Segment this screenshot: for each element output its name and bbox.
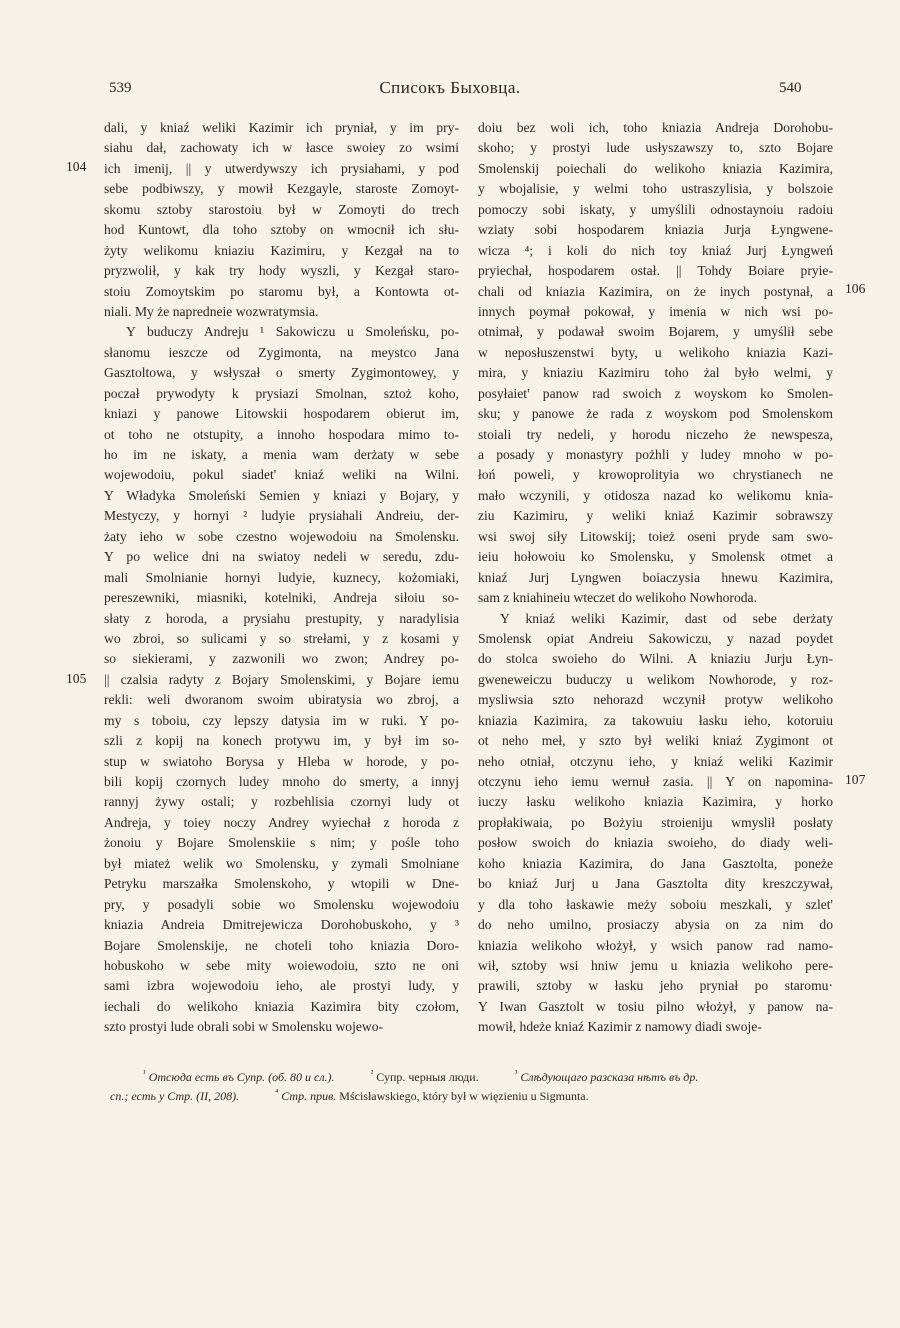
text-line: doiu bez woli ich, toho kniazia Andreja Dorohobu- bbox=[478, 120, 833, 135]
text-line: słaty z horoda, a prysiahu prestupity, y naradylisia bbox=[104, 610, 459, 626]
footnote-4-source: Стр. прив. bbox=[281, 1089, 337, 1103]
text-line: otnimał, y podawał swoim Bojarem, y umyślił sebe bbox=[478, 324, 833, 340]
text-line: sam z kniahineiu wteczet do welikoho Nowhoroda. bbox=[478, 590, 757, 606]
text-line: Bojare Smolenskije, ne choteli toho kniazia Doro- bbox=[104, 937, 459, 953]
text-line: słanomu ieszcze od Zygimonta, na meystco Jana bbox=[104, 344, 459, 360]
text-line: Andreja, y toiey noczy Andrey wyiechał z horoda z bbox=[104, 814, 459, 830]
text-line: hod Kuntowt, dla toho sztoby on wmocnił ich słu- bbox=[104, 222, 459, 238]
text-line: pereszewniki, miasniki, kotelniki, Andreja siłoiu so- bbox=[104, 590, 459, 606]
text-line: łoń poweli, y krowoprolityia wo chrystianech ne bbox=[478, 467, 833, 483]
text-line: innych poymał pokował, y imenia w nich wsi po- bbox=[478, 303, 833, 319]
text-line: my s toboiu, czy lepszy datysia im w ruki. Y po- bbox=[104, 712, 459, 728]
text-line: żaty ieho w sobe czestno wojewodoiu na Smolensku. bbox=[104, 528, 459, 544]
text-line: w neposłuszenstwi byty, u welikoho kniazia Kazi- bbox=[478, 344, 833, 360]
text-line: chali od kniazia Kazimira, on że inych postynał, a bbox=[478, 283, 833, 299]
footnote-2: Супр. черныя люди. bbox=[376, 1070, 479, 1084]
text-line: iuczy łasku welikoho kniazia Kazimira, y horko bbox=[478, 794, 833, 810]
text-line: pryiechał, hospodarem ostał. || Tohdy Boiare pryie- bbox=[478, 263, 833, 279]
page-number-left: 539 bbox=[109, 80, 132, 96]
text-line: dali, y kniaź weliki Kazimir ich pryniał, y im pry- bbox=[104, 120, 459, 135]
text-line: niali. My że napredneie wozwratymsia. bbox=[104, 303, 319, 319]
text-line: y wbojalisie, y welmi toho ustraszylisia, y bolszoie bbox=[478, 181, 833, 197]
text-line: propłakiwaia, po Bożyiu stroieniju wmyslił posłaty bbox=[478, 814, 833, 830]
text-line: Gasztoltowa, y wsłyszał o smerty Zygimontowey, y bbox=[104, 365, 459, 381]
text-line: otczynu ieho iemu wernuł zasia. || Y on napomina- bbox=[478, 774, 833, 789]
page-number-right: 540 bbox=[779, 80, 802, 96]
text-line: neho otniał, otczynu ieho, y kniaź weliki Kazimir bbox=[478, 753, 833, 769]
text-line: ot toho ne otstupity, a innoho hospodara mimo to- bbox=[104, 426, 459, 442]
text-line: hobuskoho w sebe mity woiewodoiu, szto ne oni bbox=[104, 957, 459, 973]
text-line: wziaty sobi hospodarem kniazia Jurja Łyngwene- bbox=[478, 222, 833, 238]
footnote-3: Слѣдующаго разсказа нѣтъ въ др. bbox=[520, 1070, 699, 1084]
text-line: sku; y panowe że rada z woyskom pod Smolenskom bbox=[478, 406, 833, 422]
text-line: Y buduczy Andreju ¹ Sakowiczu u Smoleńsku, po- bbox=[126, 324, 459, 340]
text-line: mysliwsia szto nehorazd wczynił protyw welikoho bbox=[478, 692, 833, 708]
text-line: bo kniaź Jurj u Jana Gasztolta dity kreszczywał, bbox=[478, 876, 833, 892]
footnote-line-1 bbox=[110, 1068, 830, 1087]
text-line: kniaź Jurj Lyngwen boiaczysia hnewu Kazimira, bbox=[478, 569, 833, 585]
text-line: stoiu Zomoytskim po staromu był, a Kontowta ot- bbox=[104, 283, 459, 299]
text-line: do stolca swoieho do Wilni. A kniaziu Jurju Łyn- bbox=[478, 651, 833, 667]
text-line: gweneweiczu buduczy u welikom Nowhorode, y roz- bbox=[478, 671, 833, 687]
margin-number-105: 105 bbox=[66, 671, 87, 686]
text-line: skomu sztoby starostoiu był w Zomoyti do trech bbox=[104, 201, 459, 217]
text-line: stup w swiatoho Borysa y Hleba w horode, y po- bbox=[104, 753, 459, 769]
page-header bbox=[0, 80, 900, 104]
text-line: poczał prywodyty k prysiazi Smolnan, sztoż koho, bbox=[104, 385, 459, 401]
text-line: kniazia Andreia Dmitrejewicza Dorohobuskoho, y ³ bbox=[104, 917, 459, 933]
footnote-3-continued: сп.; есть у Стр. (II, 208). bbox=[110, 1089, 240, 1103]
text-line: Y Iwan Gasztolt w tosiu pilno włożył, y panow na- bbox=[478, 998, 833, 1014]
text-line: skoho; y prostyi lude usłyszawszy to, szto Bojare bbox=[478, 140, 833, 156]
text-line: so siekierami, y zazwonili wo zwon; Andrey po- bbox=[104, 651, 459, 667]
text-line: prawili, sztoby w łasku jeho pryniał po staromu· bbox=[478, 978, 833, 994]
text-line: kniazi y panowe Litowskii hospodarem obierut im, bbox=[104, 406, 459, 422]
text-line: był miateż welik wo Smolensku, y zymali Smolniane bbox=[104, 855, 459, 871]
text-line: ieiu hołowoiu ko Smolensku, y Smolensk otmet a bbox=[478, 549, 833, 565]
text-line: posyłaiet' panow rad swoich z woyskom ko Smolen- bbox=[478, 385, 833, 401]
text-line: Y po welice dni na swiatoy nedeli w seredu, zdu- bbox=[104, 549, 459, 565]
text-line: koho kniazia Kazimira, do Jana Gasztolta, poneże bbox=[478, 855, 833, 871]
footnotes bbox=[110, 1068, 830, 1106]
text-line: mało wczynili, y otidosza nazad ko welikomu knia- bbox=[478, 487, 833, 503]
text-line: pomoczy sobi iskaty, y umyślili odnostaynoiu radoiu bbox=[478, 201, 833, 217]
text-line: Smolensk opiat Andreiu Sakowiczu, y nazad poydet bbox=[478, 630, 833, 646]
text-line: ziu Kazimiru, y weliki kniaź Kazimir sobrawszy bbox=[478, 508, 833, 524]
text-line: stoiali try nedeli, y horodu niczeho że newspesza, bbox=[478, 426, 833, 442]
text-line: szto prostyi lude obrali sobi w Smolensku wojewo- bbox=[104, 1019, 384, 1035]
footnote-1: Отсюда есть въ Супр. (об. 80 и сл.). bbox=[148, 1070, 335, 1084]
text-line: sami izbra wojewodoiu ieho, ale prostyi ludy, y bbox=[104, 978, 459, 994]
running-title: Списокъ Быховца. bbox=[379, 78, 521, 97]
text-line: rannyj żywy ostali; y rozbehlisia czornyi ludy ot bbox=[104, 794, 459, 810]
text-line: Y kniaź weliki Kazimir, dast od sebe derżaty bbox=[500, 610, 833, 626]
text-line: pryzwolił, y kak try hody wyszli, y Kezgał staro- bbox=[104, 263, 459, 279]
text-line: mali Smolnianie hornyi ludyie, kuznecy, kożomiaki, bbox=[104, 569, 459, 585]
text-line: Petryku marszałka Smolenskoho, y wtopili w Dne- bbox=[104, 876, 459, 892]
footnote-4-mark: ⁴ bbox=[275, 1087, 279, 1097]
text-line: a posady y monastyry pożhli y ludey mnoho w po- bbox=[478, 447, 833, 462]
text-line: Mestyczy, y hornyi ² ludyie prysiahali Andreiu, der- bbox=[104, 508, 459, 524]
footnote-4: Mścisławskiego, który był w więzieniu u Sigmunta. bbox=[339, 1089, 589, 1103]
footnote-3-mark: ³ bbox=[514, 1068, 518, 1078]
text-line: y dla toho łaskawie meży soboiu meszkali, y szlet' bbox=[478, 896, 833, 912]
text-line: wił, sztoby wsi hniw jemu u kniazia welikoho pere- bbox=[478, 957, 833, 973]
text-line: mowił, hdeże kniaź Kazimir z namowy diadi swoje- bbox=[478, 1019, 762, 1035]
text-line: posłow swoich do kniazia swoieho, do diady weli- bbox=[478, 835, 833, 851]
text-line: wicza ⁴; i koli do nich toy kniaź Jurj Łyngweń bbox=[478, 242, 833, 258]
text-line: Smolenskij poiechali do welikoho kniazia Kazimira, bbox=[478, 160, 833, 176]
text-line: rekli: weli dworanom swoim ubiratysia wo zbroj, a bbox=[104, 692, 459, 708]
text-line: żyty welikomu kniaziu Kazimiru, y Kezgał na to bbox=[104, 242, 459, 258]
text-line: ot neho meł, y szto był weliki kniaź Zygimont ot bbox=[478, 733, 833, 749]
footnote-line-2 bbox=[110, 1087, 830, 1106]
text-line: kniazia Kazimira, za takowuiu łasku ieho, kotoruiu bbox=[478, 712, 833, 728]
text-line: bili kopij czornych ludey mnoho do smerty, a innyj bbox=[104, 774, 459, 789]
text-line: wojewodoiu, pokul siadet' kniaź weliki na Wilni. bbox=[104, 467, 459, 483]
text-line: szli z kopij na konech protywu im, y był im so- bbox=[104, 733, 459, 749]
text-line: siahu dał, zachowaty ich w łasce swoiey zo wsimi bbox=[104, 140, 459, 156]
margin-number-107: 107 bbox=[845, 772, 866, 787]
text-line: pry, y posadyli sobie wo Smolensku wojewodoiu bbox=[104, 896, 459, 912]
text-line: sebe podbiwszy, y mowił Kezgayle, staroste Zomoyt- bbox=[104, 181, 459, 197]
footnote-2-mark: ² bbox=[370, 1068, 374, 1078]
right-column bbox=[478, 118, 833, 1038]
text-line: wo zbroi, so sulicami y so strełami, y z kosami y bbox=[104, 630, 459, 646]
text-line: || czalsia radyty z Bojary Smolenskimi, y Bojare iemu bbox=[104, 671, 459, 687]
text-line: ich imenij, || y utwerdywszy ich prysiahami, y pod bbox=[104, 160, 459, 176]
left-column bbox=[104, 118, 459, 1038]
text-line: Y Władyka Smoleński Semien y kniazi y Bojary, y bbox=[104, 487, 459, 503]
text-line: mira, y kniaziu Kazimiru toho żal było welmi, y bbox=[478, 365, 833, 381]
text-line: kniazia welikoho włożył, y wsich panow rad namo- bbox=[478, 937, 833, 953]
text-line: do neho umilno, prosiaczy abysia on za nim do bbox=[478, 917, 833, 933]
margin-number-104: 104 bbox=[66, 159, 87, 174]
margin-number-106: 106 bbox=[845, 281, 866, 296]
text-line: żonoiu y Bojare Smolenskiie s nim; y pośle toho bbox=[104, 835, 459, 851]
text-line: iechali do welikoho kniazia Kazimira bity czołom, bbox=[104, 998, 459, 1014]
text-line: wsi swoj siły Litowskij; toież oseni pryde sam swo- bbox=[478, 528, 833, 544]
footnote-1-mark: ¹ bbox=[143, 1068, 146, 1078]
text-line: ho im ne iskaty, a menia wam derżaty w sebe bbox=[104, 447, 459, 462]
